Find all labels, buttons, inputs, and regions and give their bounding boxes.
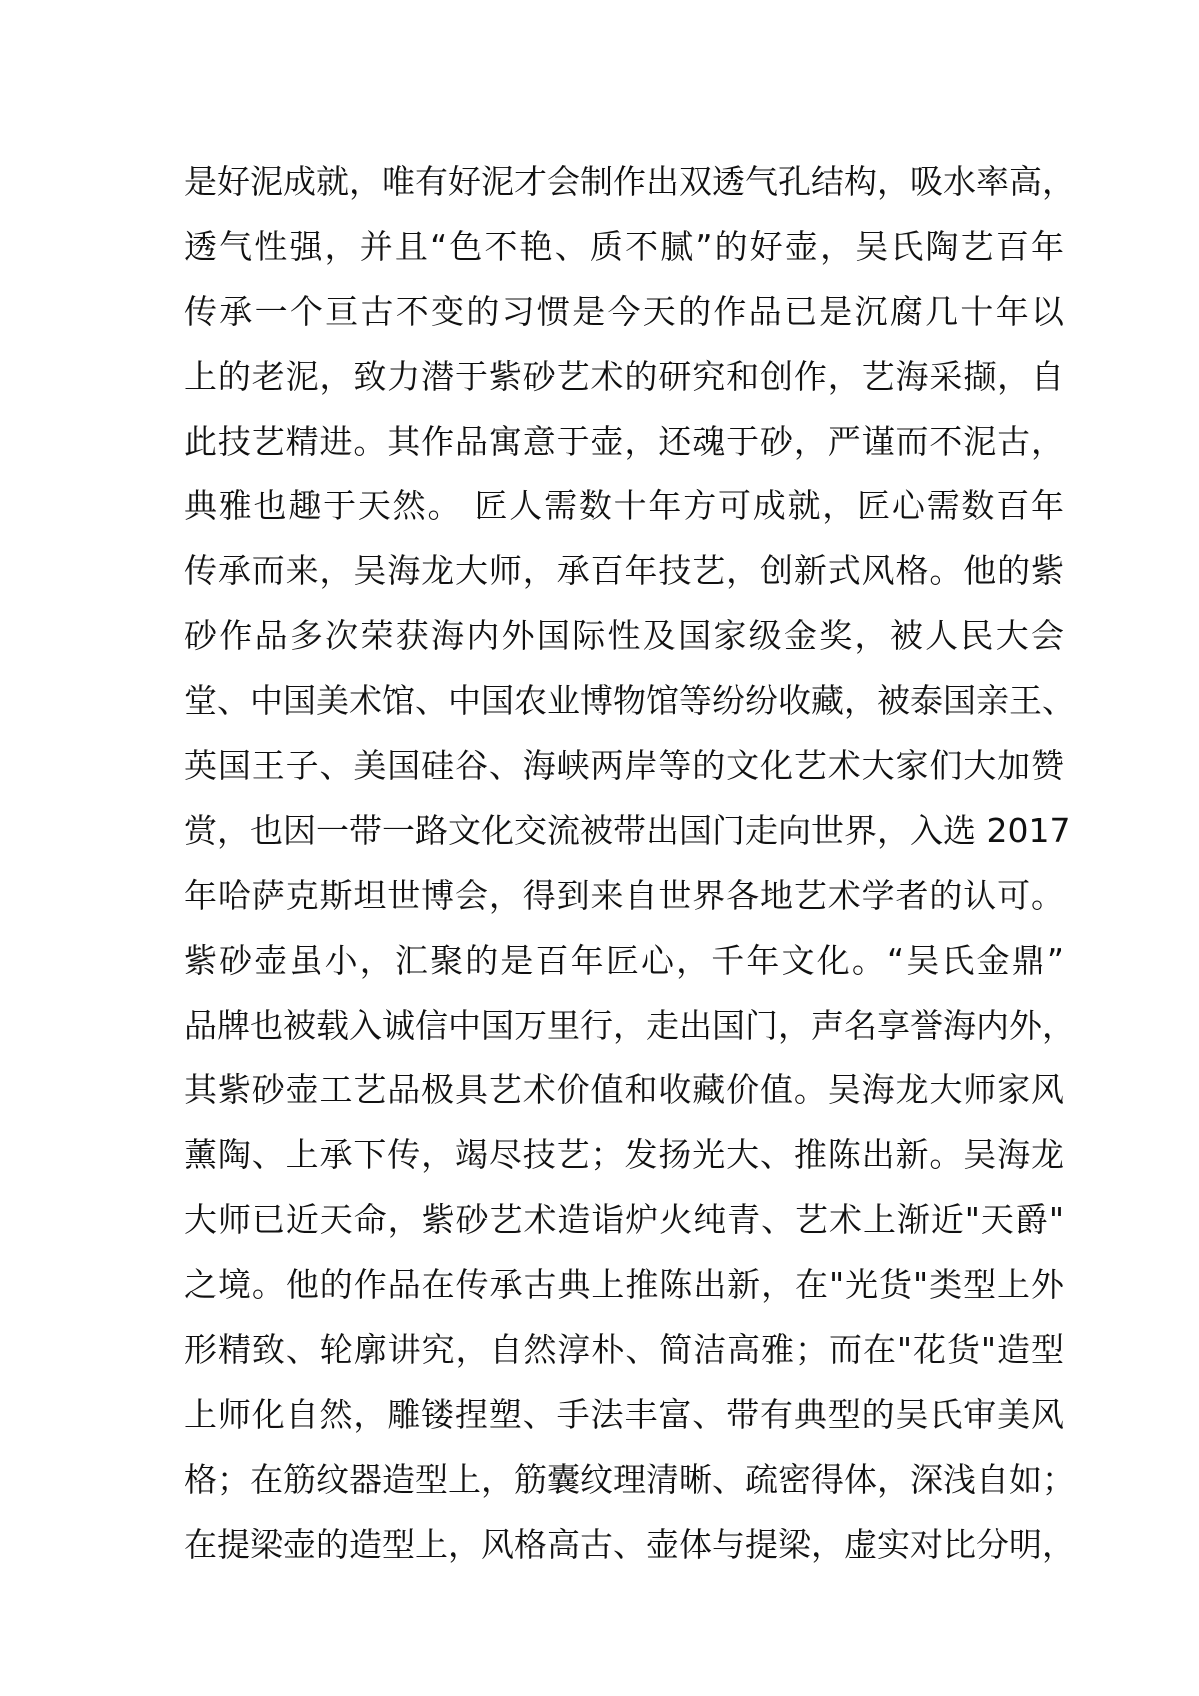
text-line: 典雅也趣于天然。 匠人需数十年方可成就，匠心需数百年 [184, 486, 1064, 526]
text-line: 赏，也因一带一路文化交流被带出国门走向世界，入选 2017 [184, 810, 1071, 850]
text-line: 紫砂壶虽小，汇聚的是百年匠心，千年文化。“吴氏金鼎” [184, 940, 1064, 980]
text-line: 格；在筋纹器造型上，筋囊纹理清晰、疏密得体，深浅自如； [184, 1459, 1075, 1499]
text-line: 薰陶、上承下传，竭尽技艺；发扬光大、推陈出新。吴海龙 [184, 1135, 1064, 1175]
text-line: 形精致、轮廓讲究，自然淳朴、简洁高雅；而在"花货"造型 [184, 1330, 1064, 1370]
text-line: 之境。他的作品在传承古典上推陈出新，在"光货"类型上外 [184, 1265, 1064, 1305]
text-line: 堂、中国美术馆、中国农业博物馆等纷纷收藏，被泰国亲王、 [184, 681, 1075, 721]
text-line: 年哈萨克斯坦世博会，得到来自世界各地艺术学者的认可。 [184, 875, 1064, 915]
text-line: 大师已近天命，紫砂艺术造诣炉火纯青、艺术上渐近"天爵" [184, 1200, 1064, 1240]
text-line: 品牌也被载入诚信中国万里行，走出国门，声名享誉海内外， [184, 1005, 1075, 1045]
text-line: 是好泥成就，唯有好泥才会制作出双透气孔结构，吸水率高， [184, 162, 1075, 201]
text-line: 其紫砂壶工艺品极具艺术价值和收藏价值。吴海龙大师家风 [184, 1070, 1064, 1110]
text-line: 传承一个亘古不变的习惯是今天的作品已是沉腐几十年以 [184, 291, 1064, 331]
text-line: 上师化自然，雕镂捏塑、手法丰富、带有典型的吴氏审美风 [184, 1394, 1064, 1434]
text-line: 此技艺精进。其作品寓意于壶，还魂于砂，严谨而不泥古， [184, 421, 1064, 461]
text-line: 上的老泥，致力潜于紫砂艺术的研究和创作，艺海采撷，自 [184, 356, 1064, 396]
text-line: 砂作品多次荣获海内外国际性及国家级金奖，被人民大会 [184, 616, 1064, 656]
text-line: 英国王子、美国硅谷、海峡两岸等的文化艺术大家们大加赞 [184, 746, 1064, 786]
text-line: 透气性强，并且“色不艳、质不腻”的好壶，吴氏陶艺百年 [184, 226, 1064, 266]
text-line: 传承而来，吴海龙大师，承百年技艺，创新式风格。他的紫 [184, 551, 1064, 591]
body-paragraph [184, 150, 1075, 1578]
text-line: 在提梁壶的造型上，风格高古、壶体与提梁，虚实对比分明， [184, 1524, 1075, 1564]
